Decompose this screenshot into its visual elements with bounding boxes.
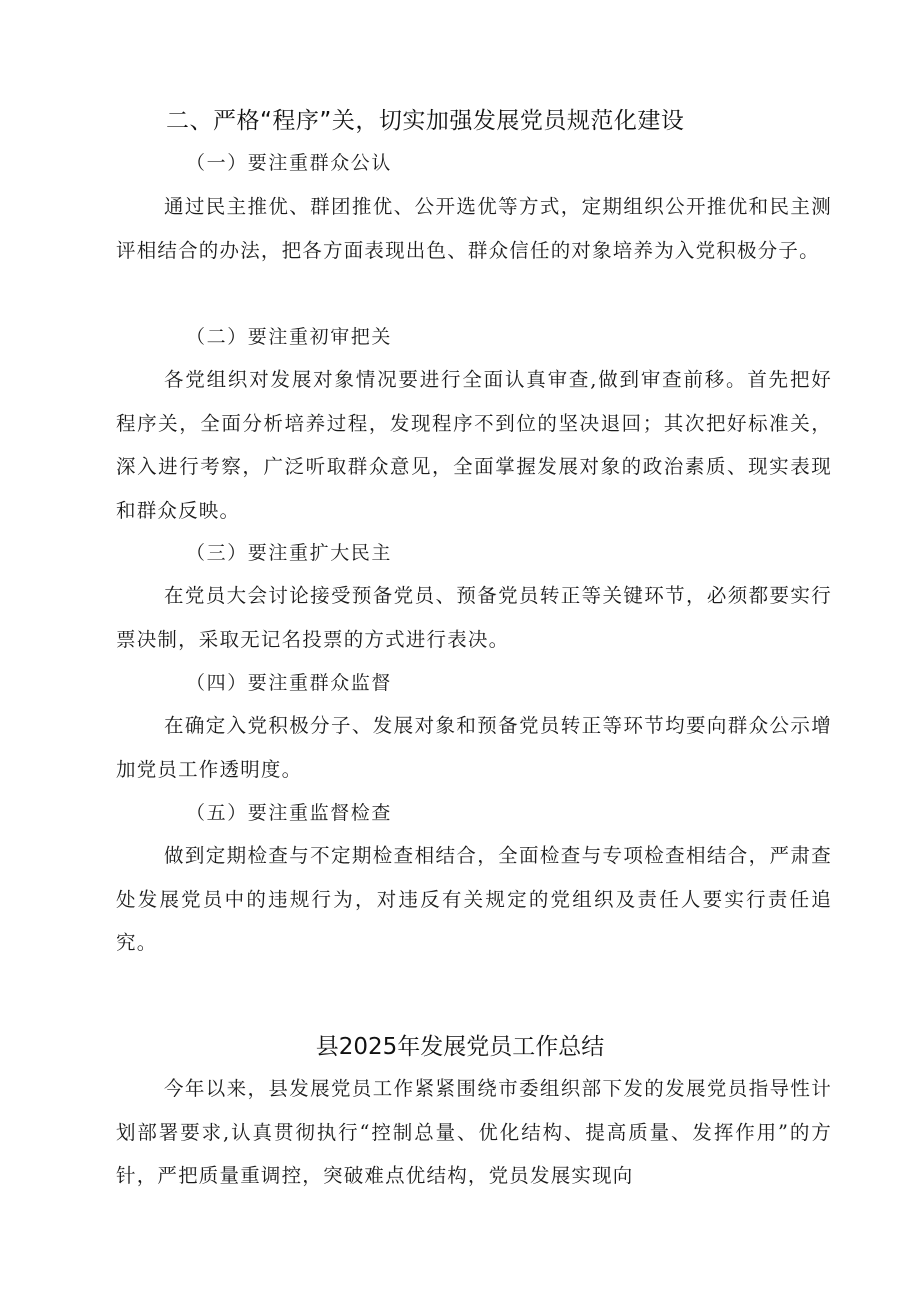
paragraph-2: 各党组织对发展对象情况要进行全面认真审查,做到审查前移。首先把好程序关，全面分析培养过程，发现程序不到位的坚决退回；其次把好标准关，深入进行考察，广泛听取群众意见，全面掌握发展对象的政治素质、现实表现和群众反映。 bbox=[116, 368, 832, 522]
subsection-label-2: （二）要注重初审把关 bbox=[186, 326, 393, 348]
paragraph-3: 在党员大会讨论接受预备党员、预备党员转正等关键环节，必须都要实行票决制，采取无记名投票的方式进行表决。 bbox=[116, 584, 832, 651]
subsection-label-5: （五）要注重监督检查 bbox=[186, 802, 393, 824]
report-title: 县2025年发展党员工作总结 bbox=[315, 1034, 605, 1060]
paragraph-4: 在确定入党积极分子、发展对象和预备党员转正等环节均要向群众公示增加党员工作透明度。 bbox=[116, 714, 832, 781]
subsection-label-4: （四）要注重群众监督 bbox=[186, 672, 393, 694]
subsection-label-3: （三）要注重扩大民主 bbox=[186, 542, 393, 564]
subsection-label-1: （一）要注重群众公认 bbox=[186, 152, 393, 174]
paragraph-1: 通过民主推优、群团推优、公开选优等方式，定期组织公开推优和民主测评相结合的办法，把各方面表现出色、群众信任的对象培养为入党积极分子。 bbox=[116, 195, 832, 262]
report-intro-paragraph: 今年以来，县发展党员工作紧紧围绕市委组织部下发的发展党员指导性计划部署要求,认真贯彻执行“控制总量、优化结构、提高质量、发挥作用”的方针，严把质量重调控，突破难点优结构，党员发展实现向 bbox=[116, 1077, 832, 1187]
paragraph-5: 做到定期检查与不定期检查相结合，全面检查与专项检查相结合，严肃查处发展党员中的违规行为，对违反有关规定的党组织及责任人要实行责任追究。 bbox=[116, 844, 832, 954]
section-heading: 二、严格“程序”关，切实加强发展党员规范化建设 bbox=[166, 108, 685, 134]
